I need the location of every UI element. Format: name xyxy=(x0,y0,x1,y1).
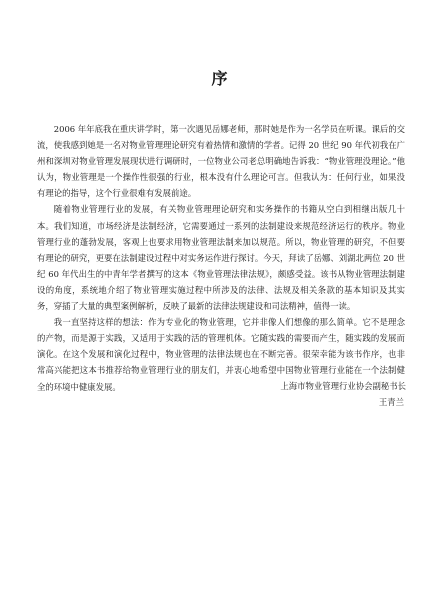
page-title: 序 xyxy=(211,69,228,88)
preface-body xyxy=(37,121,405,395)
signature-organization: 上海市物业管理行业协会副秘书长 xyxy=(280,381,406,391)
signature-name: 王青兰 xyxy=(378,397,404,408)
signature-block xyxy=(280,378,406,410)
paragraph: 2006 年年底我在重庆讲学时，第一次遇见岳娜老师，那时她是作为一名学员在听课。课后的交流，使我感到她是一名对物业管理理论研究有着热情和激情的学者。记得 20 世纪 90 年代初我在广州和深圳对物业管理发展现状进行调研时，一位物业公司老总明确地告诉我：“物业管理没理论。”他认为，物业管理是一个操作性很强的行业，根本没有什么理论可言。但我认为：任何行业，如果没有理论的指导，这个行业很难有发展前途。 xyxy=(37,124,405,199)
paragraph: 随着物业管理行业的发展，有关物业管理理论研究和实务操作的书籍从空白到相继出版几十本。我们知道，市场经济是法制经济，它需要通过一系列的法制建设来规范经济运行的秩序。物业管理行业的蓬勃发展，客观上也要求用物业管理法制来加以规范。所以，物业管理的研究，不但要有理论的研究，更要在法制建设过程中对实务运作进行探讨。今天，拜读了岳娜、刘湖北两位 20 世纪 60 年代出生的中青年学者撰写的这本《物业管理法律法规》，颇感受益。该书从物业管理法制建设的角度，系统地介绍了物业管理实施过程中所涉及的法律、法规及相关条款的基本知识及其实务，穿插了大量的典型案例解析，反映了最新的法律法规建设和司法精神，值得一读。 xyxy=(37,204,405,312)
paragraph: 我一直坚持这样的想法：作为专业化的物业管理，它并非像人们想像的那么简单。它不是理念的产物，而是源于实践，又适用于实践的活的管理机体。它随实践的需要而产生，随实践的发展而演化。在这个发展和演化过程中，物业管理的法律法规也在不断完善。很荣幸能为该书作序，也非常高兴能把这本书推荐给物业管理行业的朋友们，并衷心地希望中国物业管理行业能在一个法制健全的环境中健康发展。 xyxy=(37,317,405,392)
